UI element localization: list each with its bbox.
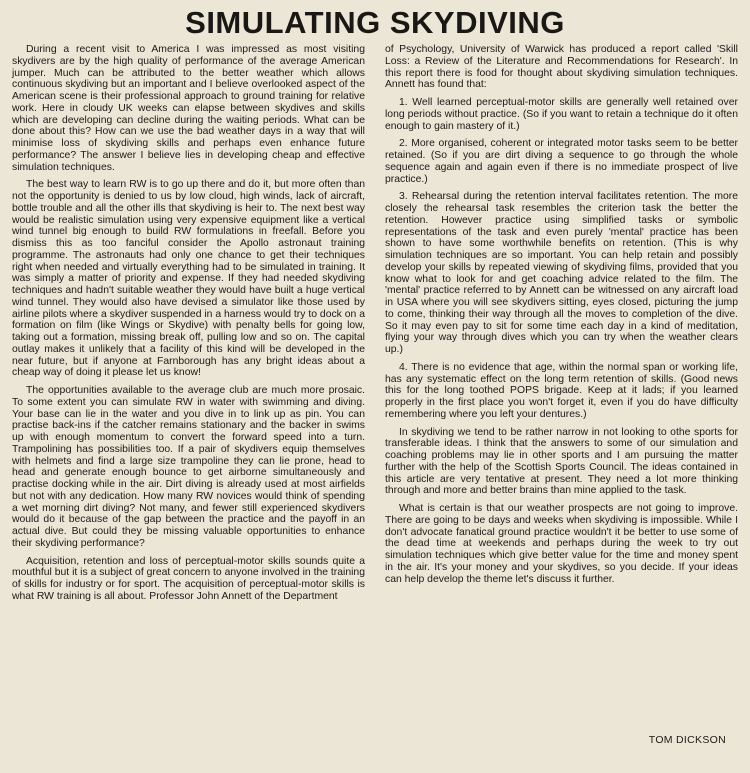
paragraph: During a recent visit to America I was impressed as most visiting skydivers are by the high quality of performance of the average American jumper. Much can be attributed to the better weather which allows continuous skydiving but an important and I believe overlooked aspect of the American scene is their professional approach to ground training for relative work. Here in cloudy UK weeks can elapse between skydives and skills which are developing can decline during the waiting periods. What can be done about this? How can we use the bad weather days in a way that will minimise loss of skydiving skills and perhaps even enhance future performance? The answer I believe lies in developing cheap and effective simulation techniques.	[12, 44, 365, 173]
paragraph: Acquisition, retention and loss of perceptual-motor skills sounds quite a mouthful but it is a subject of great concern to anyone involved in the training of skills for industry or for sport. The acquisition of perceptual-motor skills is what RW training is all about. Professor John Annett of the Department	[12, 555, 365, 602]
article-columns	[12, 44, 738, 609]
author-byline: TOM DICKSON	[648, 734, 726, 746]
finding-item: 4. There is no evidence that age, within the normal span or working life, has any systematic effect on the long term retention of skills. (Good news this for the long toothed POPS brigade. Keep at it lads; if you learned properly in the first place you won't forget it, even if you do have difficulty remembering where you left your dentures.)	[385, 361, 738, 420]
paragraph: The best way to learn RW is to go up there and do it, but more often than not the opportunity is denied to us by low cloud, high winds, lack of aircraft, bottle trouble and all the other ills that skydiving is heir to. The next best way would be realistic simulation using very expensive equipment like a vertical wind tunnel big enough to build RW formulations in freefall. Before you dismiss this as too fanciful consider the Apollo astronaut training programme. The astronauts had only one chance to get their techniques right when needed and virtually everything had to be simulated in training. It was simply a matter of priority and expense. If they had needed skydiving techniques and hadn't suitable weather they would have built a huge vertical wind tunnel. They would also have devised a simulator like those used by airline pilots where a skydiver suspended in a harness would try to dock on a formation on film (like Wings or Skydive) with penalty bells for going low, taking out a formation, missing break off, pulling low and so on. The capital outlay makes it unlikely that a facility of this kind will be developed in the near future, but if anyone at Farnborough has any bright ideas about a cheap way of doing it please let us know!	[12, 179, 365, 379]
finding-item: 3. Rehearsal during the retention interval facilitates retention. The more closely the rehearsal task resembles the criterion task the better the retention. However practice using simplified tasks or symbolic representations of the task and even purely 'mental' practice has been shown to have some worthwhile benefits on retention. (This is why simulation techniques are so important. You can help retain and possibly develop your skills by repeated viewing of skydiving films, provided that you know what to look for and get coaching advice related to the film. The 'mental' practice referred to by Annett can be witnessed on any aircraft load in USA where you will see skydivers sitting, eyes closed, picturing the jump to come, thinking their way through all the moves to completion of the dive. So it may even pay to sit for some time each day in a kind of meditation, flying your way through dives which you can try when the weather clears up.)	[385, 191, 738, 355]
paragraph: The opportunities available to the average club are much more prosaic. To some extent you can simulate RW in water with swimming and diving. Your base can lie in the water and you dive in to link up as pin. You can practise back-ins if the catcher remains stationary and the backer in swims up with enough momentum to convert the forward speed into a turn. Trampolining has possibilities too. If a pair of skydivers equip themselves with helmets and find a large size trampoline they can lie prone, head to head and generate enough bounce to get airborne simultaneously and practise docking while in the air. Dirt diving is already used at most airfields but not with any dedication. How many RW novices would think of spending a wet morning dirt diving? Not many, and fewer still experienced skydivers would do it because of the gap between the practice and the payoff in an actual dive. But could they be missing valuable opportunities to enhance their skydiving performance?	[12, 385, 365, 549]
left-column	[12, 44, 365, 609]
right-column	[385, 44, 738, 609]
paragraph-continued: of Psychology, University of Warwick has produced a report called 'Skill Loss: a Review of the Literature and Recommendations for Research'. In this report there is food for thought about skydiving simulation techniques. Annett has found that:	[385, 44, 738, 91]
paragraph: In skydiving we tend to be rather narrow in not looking to othe sports for transferable ideas. I think that the answers to some of our simulation and coaching problems may lie in other sports and I am pursuing the matter further with the help of the Scottish Sports Council. The ideas contained in this article are very tentative at present. They need a lot more thinking through and more and better brains than mine applied to the task.	[385, 426, 738, 497]
finding-item: 1. Well learned perceptual-motor skills are generally well retained over long periods without practice. (So if you want to retain a technique do it often enough to gain mastery of it.)	[385, 97, 738, 132]
finding-item: 2. More organised, coherent or integrated motor tasks seem to be better retained. (So if you are dirt diving a sequence to go through the whole sequence again and again even if there is no immediate prospect of live practice.)	[385, 138, 738, 185]
article-title: SIMULATING SKYDIVING	[185, 5, 565, 40]
paragraph: What is certain is that our weather prospects are not going to improve. There are going to be days and weeks when skydiving is impossible. While I don't advocate fanatical ground practice wouldn't it be better to use some of the dead time at weekends and perhaps during the week to try out simulation techniques which give better value for the time and money spent in the air. It's your money and your skydives, so you decide. If your ideas can help develop the theme let's discuss it further.	[385, 503, 738, 585]
